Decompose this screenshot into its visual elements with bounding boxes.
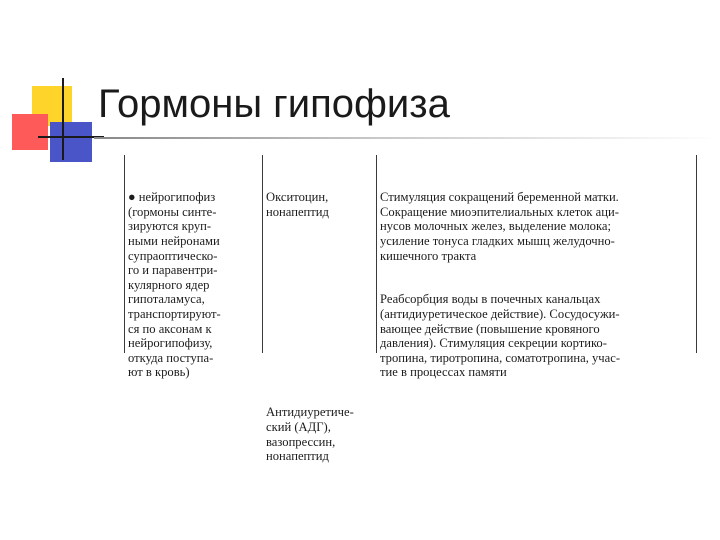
gland-column <box>128 161 264 409</box>
title-underline <box>94 137 720 139</box>
hormone-table <box>124 155 698 464</box>
decor-vertical-line <box>62 78 64 160</box>
action-cell-adh: Реабсорбция воды в почечных канальцах (антидиуретическое действие). Сосудосужи- вающее действие (повышение кровяного давления). Стимуляция секреции кортико- тропина, тиротропина, соматотропина, учас- тие в процессах памяти <box>380 292 621 380</box>
hormone-cell-oxytocin: Окситоцин, нонапептид <box>266 190 329 219</box>
hormone-column <box>266 161 378 493</box>
table-left-border <box>124 155 125 353</box>
action-column <box>380 161 698 409</box>
hormone-cell-adh: Антидиуретиче- ский (АДГ), вазопрессин, нонапептид <box>266 405 354 464</box>
action-cell-oxytocin: Стимуляция сокращений беременной матки. Сокращение миоэпителиальных клеток аци- нусов молочных желез, выделение молока; усиление тонуса гладких мышц желудочно- кишечного тракта <box>380 190 619 263</box>
gland-cell: ● нейрогипофиз (гормоны синте- зируются круп- ными нейронами супраоптическо- го и паравентри- кулярного ядер гипоталамуса, транспортируют- ся по аксонам к нейрогипофизу, откуда поступа- ют в кровь) <box>128 190 221 380</box>
slide-title: Гормоны гипофиза <box>98 82 450 126</box>
decor-blue-square <box>50 122 92 162</box>
decor-red-square <box>12 114 48 150</box>
